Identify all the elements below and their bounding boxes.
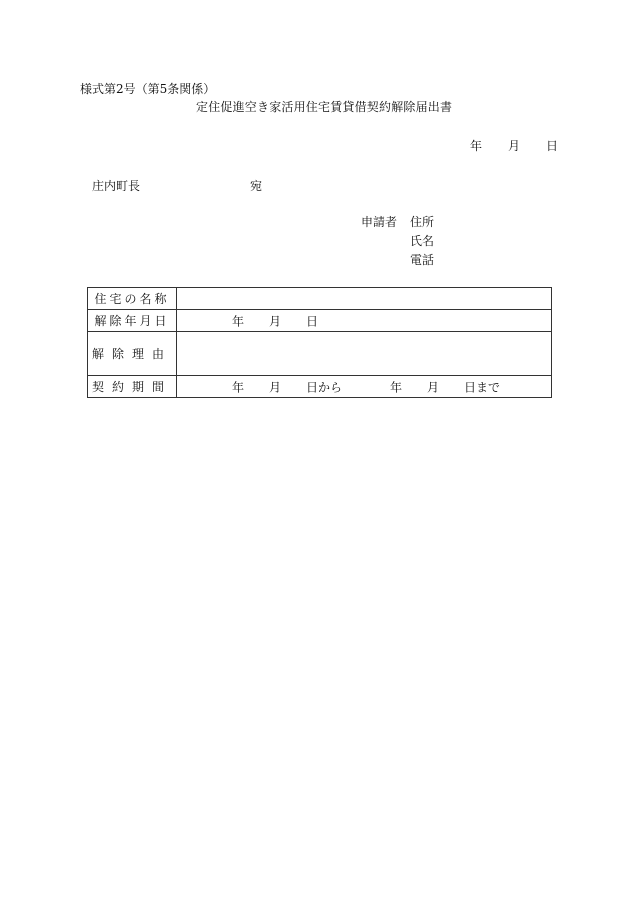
termination-reason-field[interactable]: [177, 332, 552, 376]
termination-date-field[interactable]: [177, 310, 552, 332]
date-month: 月: [508, 139, 521, 153]
termination-month: 月: [269, 314, 282, 328]
period-to-day: 日まで: [464, 380, 501, 394]
addressee-name: 庄内町長: [92, 179, 141, 193]
termination-reason-label: 解除理由: [88, 332, 177, 376]
table-row: [88, 332, 552, 376]
termination-year: 年: [232, 314, 245, 328]
period-from-month: 月: [269, 380, 282, 394]
table-row: [88, 310, 552, 332]
form-number: 様式第2号（第5条関係）: [80, 82, 216, 96]
termination-day: 日: [306, 314, 319, 328]
table-row: [88, 376, 552, 398]
period-from-day: 日から: [306, 380, 343, 394]
date-year: 年: [470, 139, 483, 153]
name-label: 氏名: [410, 234, 435, 248]
phone-label: 電話: [410, 253, 435, 267]
period-from-year: 年: [232, 380, 245, 394]
addressee-honorific: 宛: [250, 179, 263, 193]
table-row: [88, 288, 552, 310]
application-table: [87, 287, 552, 398]
submission-date: [470, 139, 558, 153]
housing-name-field[interactable]: [177, 288, 552, 310]
applicant-label: 申請者: [361, 215, 398, 229]
termination-date-label: 解除年月日: [88, 310, 177, 332]
date-day: 日: [546, 139, 559, 153]
period-to-year: 年: [390, 380, 403, 394]
address-label: 住所: [410, 215, 435, 229]
contract-period-label: 契約期間: [88, 376, 177, 398]
document-title: 定住促進空き家活用住宅賃貸借契約解除届出書: [196, 100, 453, 114]
housing-name-label: 住宅の名称: [88, 288, 177, 310]
contract-period-field[interactable]: [177, 376, 552, 398]
period-to-month: 月: [427, 380, 440, 394]
